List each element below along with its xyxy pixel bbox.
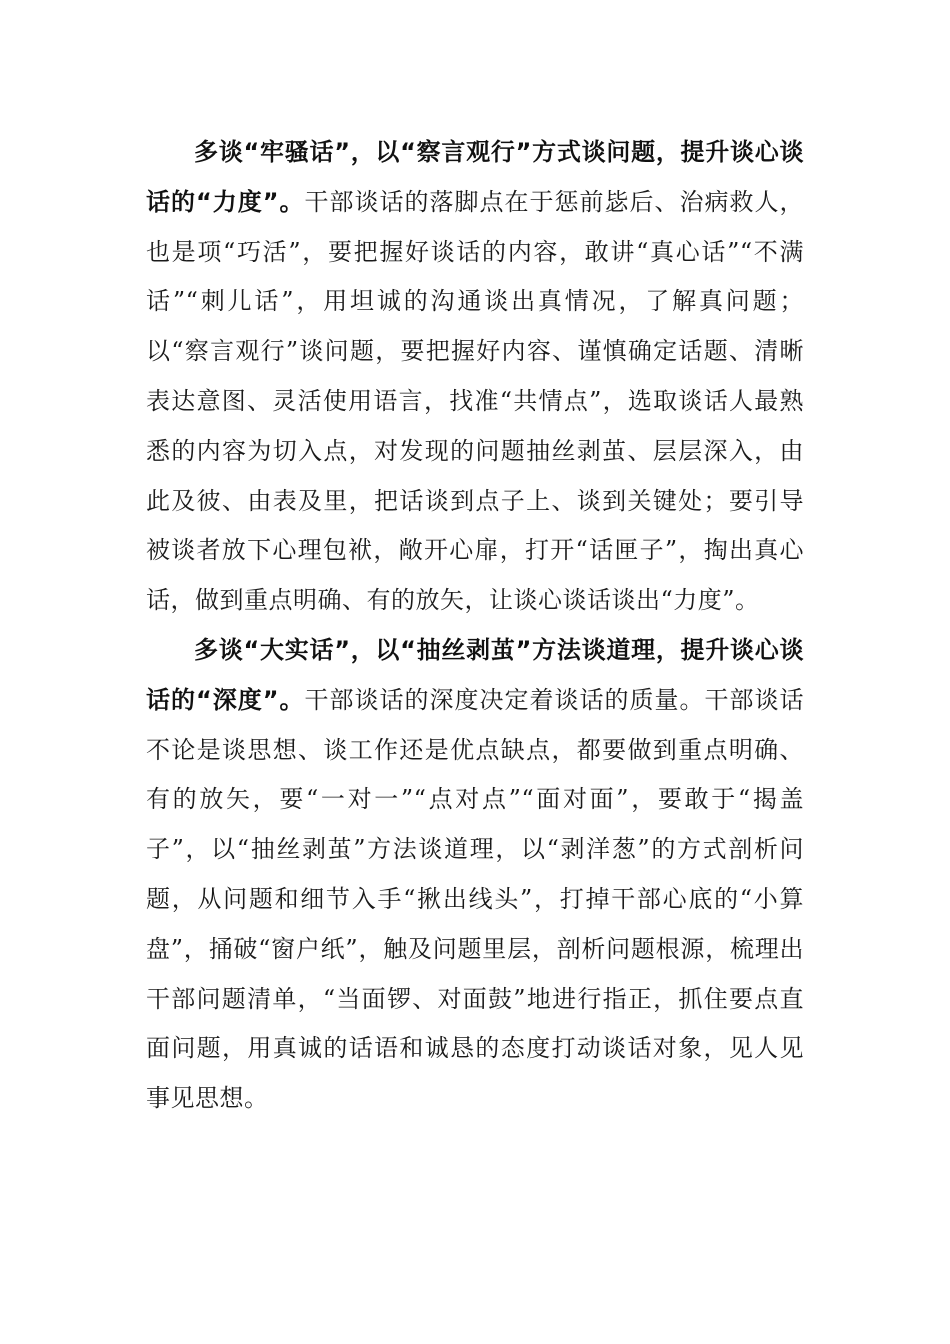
paragraph-strength: [146, 128, 804, 626]
paragraph-body-text: 干部谈话的深度决定着谈话的质量。干部谈话不论是谈思想、谈工作还是优点缺点，都要做到重点明确、有的放矢，要“一对一”“点对点”“面对面”，要敢于“揭盖子”，以“抽丝剥茧”方法谈道理，以“剥洋葱”的方式剖析问题，从问题和细节入手“揪出线头”，打掉干部心底的“小算盘”，捅破“窗户纸”，触及问题里层，剖析问题根源，梳理出干部问题清单，“当面锣、对面鼓”地进行指正，抓住要点直面问题，用真诚的话语和诚恳的态度打动谈话对象，见人见事见思想。: [146, 685, 805, 1113]
paragraph-body-text: 干部谈话的落脚点在于惩前毖后、治病救人，也是项“巧活”，要把握好谈话的内容，敢讲“真心话”“不满话”“刺儿话”，用坦诚的沟通谈出真情况，了解真问题；以“察言观行”谈问题，要把握好内容、谨慎确定话题、清晰表达意图、灵活使用语言，找准“共情点”，选取谈话人最熟悉的内容为切入点，对发现的问题抽丝剥茧、层层深入，由此及彼、由表及里，把话谈到点子上、谈到关键处；要引导被谈者放下心理包袱，敞开心扉，打开“话匣子”，掏出真心话，做到重点明确、有的放矢，让谈心谈话谈出“力度”。: [146, 187, 805, 615]
paragraph-lead-heading: 多谈“牢骚话”，以“察言观行”方式谈问题，提升谈心谈话的“力度”。: [146, 138, 804, 216]
document-body: [146, 128, 804, 1124]
paragraph-depth: [146, 626, 804, 1124]
paragraph-lead-heading: 多谈“大实话”，以“抽丝剥茧”方法谈道理，提升谈心谈话的“深度”。: [146, 635, 804, 714]
